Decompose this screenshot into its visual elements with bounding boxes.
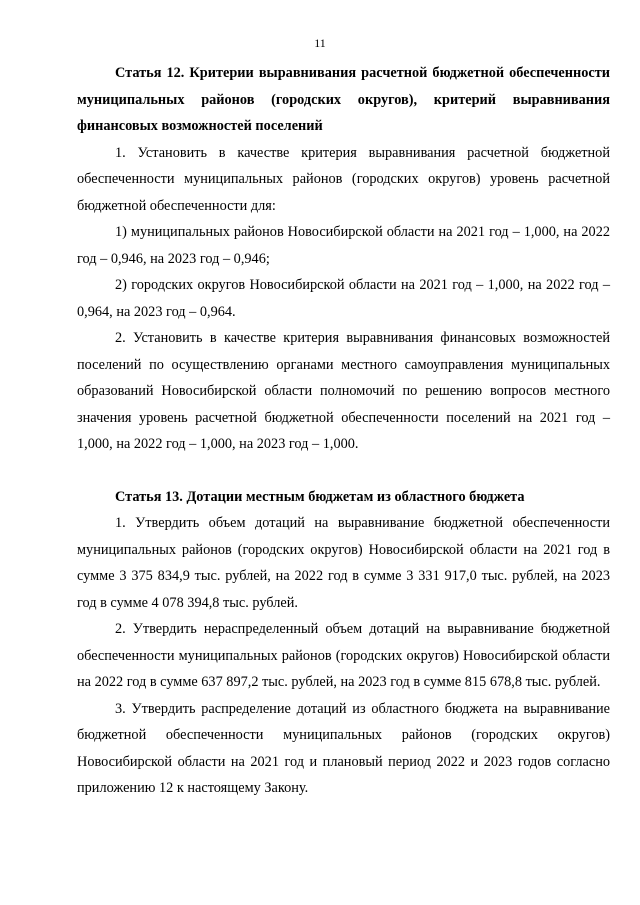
document-body	[77, 60, 610, 802]
article-12-paragraph-1: 1. Установить в качестве критерия выравнивания расчетной бюджетной обеспеченности муниципальных районов (городских округов) уровень расчетной бюджетной обеспеченности для:	[77, 144, 610, 214]
article-12-paragraph-2: 2. Установить в качестве критерия выравнивания финансовых возможностей поселений по осуществлению органами местного самоуправления муниципальных образований Новосибирской области полномочий по решению вопросов местного значения уровень расчетной бюджетной обеспеченности поселений на 2021 год – 1,000, на 2022 год – 1,000, на 2023 год – 1,000.	[77, 330, 610, 452]
section-gap	[77, 458, 610, 484]
article-12-heading: Статья 12. Критерии выравнивания расчетной бюджетной обеспеченности муниципальных районов (городских округов), критерий выравнивания финансовых возможностей поселений	[77, 65, 610, 134]
article-13-paragraph-2: 2. Утвердить нераспределенный объем дотаций на выравнивание бюджетной обеспеченности муниципальных районов (городских округов) Новосибирской области на 2022 год в сумме 637 897,2 тыс. рублей, на 2023 год в сумме 815 678,8 тыс. рублей.	[77, 621, 610, 690]
article-13-heading: Статья 13. Дотации местным бюджетам из областного бюджета	[115, 488, 525, 505]
page-number: 11	[314, 36, 326, 50]
article-13-paragraph-1: 1. Утвердить объем дотаций на выравнивание бюджетной обеспеченности муниципальных районов (городских округов) Новосибирской области на 2021 год в сумме 3 375 834,9 тыс. рублей, на 2022 год в сумме 3 331 917,0 тыс. рублей, на 2023 год в сумме 4 078 394,8 тыс. рублей.	[77, 515, 610, 611]
article-12-item-2: 2) городских округов Новосибирской области на 2021 год – 1,000, на 2022 год – 0,964, на 2023 год – 0,964.	[77, 277, 610, 320]
article-13-paragraph-3: 3. Утвердить распределение дотаций из областного бюджета на выравнивание бюджетной обеспеченности муниципальных районов (городских округов) Новосибирской области на 2021 год и плановый период 2022 и 2023 годов согласно приложению 12 к настоящему Закону.	[77, 700, 610, 796]
article-12-item-1: 1) муниципальных районов Новосибирской области на 2021 год – 1,000, на 2022 год – 0,946, на 2023 год – 0,946;	[77, 224, 610, 267]
